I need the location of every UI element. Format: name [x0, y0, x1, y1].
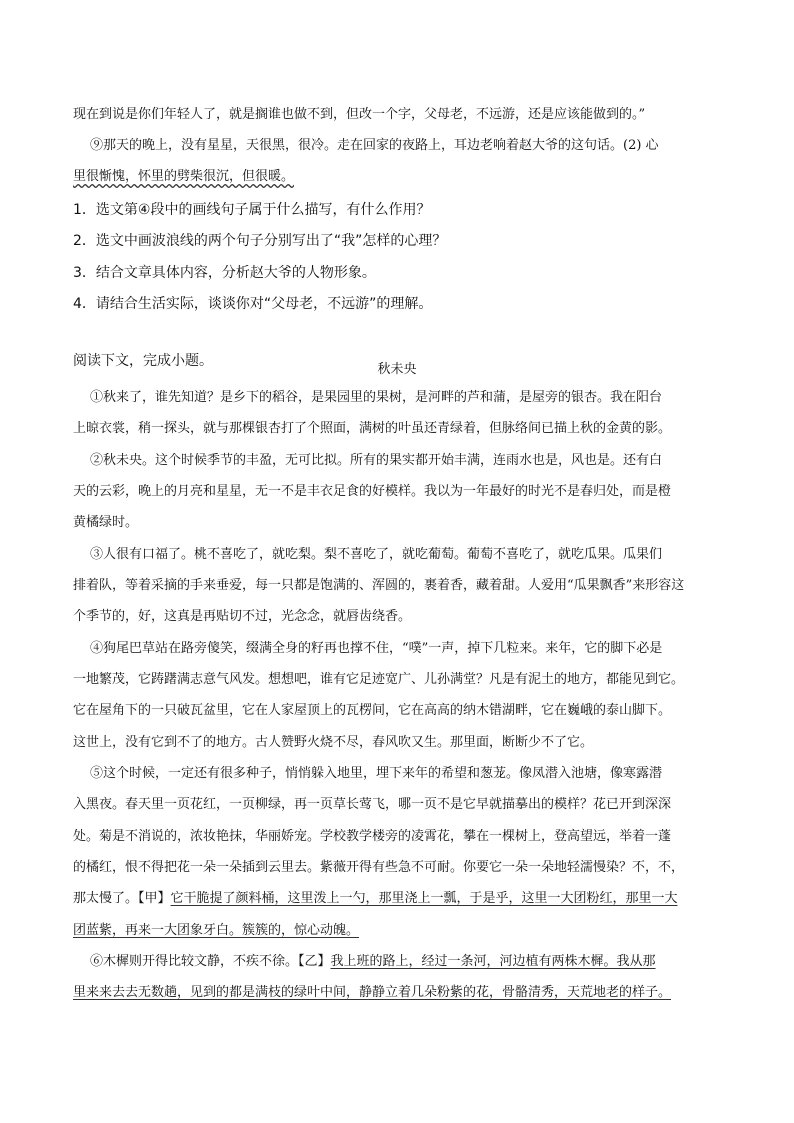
paragraph-5-line: [73, 919, 359, 938]
text-span: 那太慢了。【甲】: [73, 891, 171, 906]
paragraph-2-line: ②秋未央。这个时候季节的丰盈，无可比拟。所有的果实都开始丰满，连雨水也是，风也是。还有白: [90, 453, 663, 468]
paragraph-5-line: 的橘红，恨不得把花一朵一朵插到云里去。紫薇开得有些急不可耐。你要它一朵一朵地轻濡慢染？不，不，: [73, 860, 685, 875]
paragraph-2-line: 黄橘绿时。: [73, 515, 139, 530]
text-span: ⑥木樨则开得比较文静，不疾不徐。【乙】: [90, 954, 331, 969]
question-4: 4．请结合生活实际，谈谈你对“父母老，不远游”的理解。: [73, 296, 433, 312]
question-1: 1．选文第④段中的画线句子属于什么描写，有什么作用？: [73, 202, 431, 218]
instruction: 阅读下文，完成小题。: [73, 353, 213, 369]
paragraph-3-line: 排着队，等着采摘的手来垂爱，每一只都是饱满的、浑圆的，裹着香，藏着甜。人爱用“瓜果飘香”来形容这: [73, 578, 685, 593]
text-span: ⑨那天的晚上，没有星星，天很黑，很冷。走在回家的夜路上，耳边老响着赵大爷的这句话。(2) 心: [90, 138, 659, 153]
paragraph-3-line: 个季节的，好，这真是再贴切不过，光念念，就唇齿绕香。: [73, 609, 412, 624]
paragraph-4-line: 一地繁茂，它踌躇满志意气风发。想想吧，谁有它足迹宽广、儿孙满堂？凡是有泥土的地方，都能见到它。: [73, 672, 685, 687]
paragraph-4-line: 它在屋角下的一只破瓦盆里，它在人家屋顶上的瓦楞间，它在高高的纳木错湖畔，它在巍峨的泰山脚下。: [73, 703, 672, 718]
paragraph-1-line: 上晾衣裳，稍一探头，就与那棵银杏打了个照面，满树的叶虽还青绿着，但脉络间已描上秋的金黄的影。: [73, 421, 672, 436]
question-2: 2．选文中画波浪线的两个句子分别写出了“我”怎样的心理？: [73, 233, 447, 249]
paragraph-4-line: 这世上，没有它到不了的地方。古人赞野火烧不尽，春风吹又生。那里面，断断少不了它。: [73, 735, 594, 750]
paragraph-6-line: [73, 981, 671, 1000]
paragraph-2-line: 天的云彩，晚上的月亮和星星，无一不是丰衣足食的好模样。我以为一年最好的时光不是春归处，而是橙: [73, 484, 672, 499]
underlined-sentence-b: 我上班的路上，经过一条河，河边植有两株木樨。我从那: [330, 954, 656, 969]
paragraph-4-line: ④狗尾巴草站在路旁傻笑，缀满全身的籽再也撑不住，“噗”一声，掉下几粒来。来年，它的脚下必是: [90, 641, 663, 656]
paragraph-1-line: ①秋来了，谁先知道？是乡下的稻谷，是果园里的果树，是河畔的芦和蒲，是屋旁的银杏。我在阳台: [90, 390, 663, 405]
paragraph-6-line: [90, 950, 656, 969]
text-line: 现在到说是你们年轻人了，就是搁谁也做不到，但改一个字，父母老，不远游，还是应该能做到的。”: [73, 107, 646, 122]
paragraph-3-line: ③人很有口福了。桃不喜吃了，就吃梨。梨不喜吃了，就吃葡萄。葡萄不喜吃了，就吃瓜果。瓜果们: [90, 547, 663, 562]
paragraph-5-line: [73, 887, 678, 906]
article-title: 秋未央: [377, 362, 417, 377]
underlined-sentence-a: 它干脆提了颜料桶，这里泼上一勺，那里浇上一瓢，于是乎，这里一大团粉红，那里一大: [170, 891, 678, 906]
paragraph-5-line: 处。菊是不消说的，浓妆艳抹，华丽娇宠。学校教学楼旁的凌霄花，攀在一棵树上，登高望远，举着一蓬: [73, 829, 672, 844]
underlined-sentence-b: 里来来去去无数趟，见到的都是满枝的绿叶中间，静静立着几朵粉紫的花，骨骼清秀，天荒地老的样子。: [73, 985, 672, 1000]
paragraph-5-line: ⑤这个时候，一定还有很多种子，悄悄躲入地里，埋下来年的希望和葱茏。像凤潜入池塘，像寒露潜: [90, 766, 663, 781]
underlined-sentence-a: 团蓝紫，再来一大团象牙白。簇簇的，惊心动魄。: [73, 923, 360, 938]
paragraph-5-line: 入黑夜。春天里一页花红，一页柳绿，再一页草长莺飞，哪一页不是它早就描摹出的模样？花已开到深深: [73, 797, 672, 812]
text-line: [90, 134, 659, 153]
text-line: [73, 165, 294, 184]
wavy-underlined-sentence: 里很惭愧，怀里的劈柴很沉，但很暖。: [73, 169, 295, 184]
question-3: 3．结合文章具体内容，分析赵大爷的人物形象。: [73, 265, 376, 281]
